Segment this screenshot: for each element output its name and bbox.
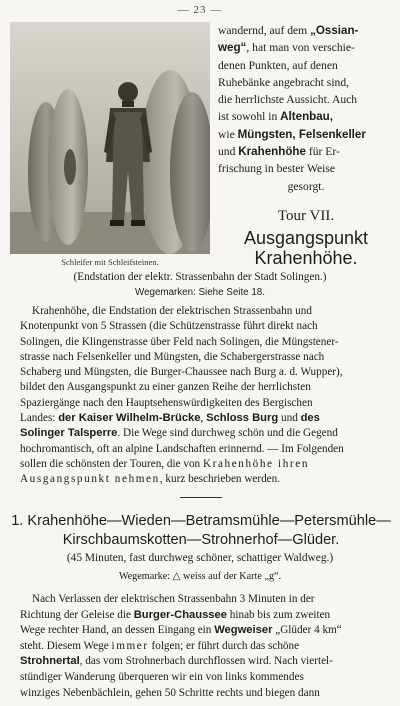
wegemarken-note: Wegemarken: Siehe Seite 18. <box>135 287 265 298</box>
route-text: Wege rechter Hand, an dessen Eingang ein <box>20 624 215 637</box>
tour-number: Tour VII. <box>277 208 335 224</box>
intro-line <box>218 108 394 125</box>
intro-paragraph <box>218 22 394 195</box>
route-title <box>6 512 396 550</box>
body-text: und <box>278 412 301 425</box>
body-line: Krahenhöhe, die Endstation der elektrischen Strassenbahn und <box>32 305 312 317</box>
body-text: . Die Wege sind durchweg schön und die Gegend <box>117 427 338 440</box>
route-line <box>20 639 390 655</box>
intro-line: gesorgt. <box>287 179 325 193</box>
place-ossianweg-cont: weg“ <box>218 41 247 55</box>
body-spaced-text: Ausgangspunkt nehmen <box>20 473 160 486</box>
page-number: — 23 — <box>177 4 223 16</box>
route-text: hinab bis zum zweiten <box>226 608 331 621</box>
route-text: Richtung der Geleise die <box>20 608 134 621</box>
route-line: stündiger Wanderung überqueren wir ein von links kommendes <box>20 670 304 683</box>
route-paragraph <box>20 592 390 701</box>
intro-line <box>218 126 394 143</box>
route-text: folgen; er führt durch das schöne <box>148 639 300 652</box>
body-line: Solingen, die Klingenstrasse über Feld nach Solingen, die Müngstener- <box>20 335 339 348</box>
route-duration: (45 Minuten, fast durchweg schöner, schattiger Waldweg.) <box>66 552 334 564</box>
place-strohnertal: Strohnertal <box>20 655 80 668</box>
intro-text: ist sowohl in <box>218 110 281 124</box>
route-line: winziges Nebenbächlein, gehen 50 Schritte rechts und biegen dann <box>20 686 320 699</box>
intro-line: die herrlichste Aussicht. Auch <box>218 93 358 107</box>
wegweiser-term: Wegweiser <box>214 624 273 637</box>
intro-line: frischung in bester Weise <box>218 162 336 176</box>
intro-text: für Er- <box>305 145 340 159</box>
route-text: steht. Diesem Wege <box>20 639 112 652</box>
intro-text: , hat man von verschie- <box>246 41 355 55</box>
intro-line <box>218 22 394 39</box>
krahenhoehe-paragraph <box>20 304 390 488</box>
route-line: Nach Verlassen der elektrischen Strassenbahn 3 Minuten in der <box>32 593 315 605</box>
body-line: hochromantisch, oft an alpine Landschaften erinnernd. — Im Folgenden <box>20 442 344 455</box>
intro-line: denen Punkten, auf denen <box>218 58 338 72</box>
body-text: , <box>200 412 207 425</box>
route-title-line: Kirschbaumskotten—Strohnerhof—Glüder. <box>62 532 340 548</box>
grinder-photo <box>10 22 210 254</box>
tour-title <box>218 228 394 268</box>
place-burger-chaussee: Burger-Chaussee <box>133 608 227 621</box>
intro-line <box>218 143 394 160</box>
section-divider <box>180 497 222 498</box>
place-krahenhoehe: Krahenhöhe <box>238 145 306 159</box>
body-spaced-text: Krahenhöhe ihren <box>202 457 310 470</box>
body-line: Spaziergänge nach den Hauptsehenswürdigkeiten des Bergischen <box>20 396 313 409</box>
intro-line <box>218 39 394 56</box>
body-line: bildet den Ausgangspunkt zu einer ganzen Reihe der herrlichsten <box>20 381 311 394</box>
body-line <box>20 411 390 426</box>
intro-text: wie <box>218 127 238 141</box>
route-line <box>20 623 390 639</box>
route-spaced-text: immer <box>111 639 149 652</box>
tour-title-line: Ausgangspunkt <box>243 228 369 248</box>
place-kaiser-wilhelm-bruecke: der Kaiser Wilhelm-Brücke <box>58 412 201 425</box>
body-line <box>20 457 390 472</box>
route-wegemarke: Wegemarke: △ weiss auf der Karte „g“. <box>118 571 282 582</box>
body-text: , kurz beschrieben werden. <box>159 473 281 486</box>
place-solinger-talsperre: Solinger Talsperre <box>20 427 118 440</box>
body-line <box>20 426 390 441</box>
place-muengsten: Müngsten, Felsenkeller <box>237 127 366 141</box>
body-text: Landes: <box>20 412 59 425</box>
intro-line: Ruhebänke angebracht sind, <box>218 75 350 89</box>
route-line <box>20 654 390 670</box>
place-des: des <box>300 412 320 425</box>
grinder-photo-illustration <box>10 22 210 254</box>
photo-caption: Schleifer mit Schleifsteinen. <box>61 257 159 267</box>
route-title-line: 1. Krahenhöhe—Wieden—Betramsmühle—Petersmühle— <box>11 513 391 529</box>
endstation-note: (Endstation der elektr. Strassenbahn der Stadt Solingen.) <box>73 271 327 283</box>
body-line <box>20 472 390 487</box>
intro-text: und <box>218 145 239 159</box>
place-ossianweg: „Ossian- <box>310 24 359 37</box>
route-line <box>20 608 390 624</box>
body-text: sollen die schönsten der Touren, die von <box>20 457 203 470</box>
place-schloss-burg: Schloss Burg <box>206 412 279 425</box>
place-altenbau: Altenbau, <box>280 110 333 124</box>
body-line: Knotenpunkt von 5 Strassen (die Schützenstrasse führt direkt nach <box>20 320 318 333</box>
route-text: „Glüder 4 km“ <box>272 624 342 637</box>
body-line: strasse nach Felsenkeller und Müngsten, die Schabergerstrasse nach <box>20 350 325 363</box>
body-line: Schaberg und Müngsten, die Burger-Chaussee nach Burg a. d. Wupper), <box>20 366 343 379</box>
route-text: , das vom Strohnerbach durchflossen wird. Nach viertel- <box>79 655 333 668</box>
tour-title-line: Krahenhöhe. <box>254 248 358 268</box>
intro-text: wandernd, auf dem <box>218 24 311 37</box>
